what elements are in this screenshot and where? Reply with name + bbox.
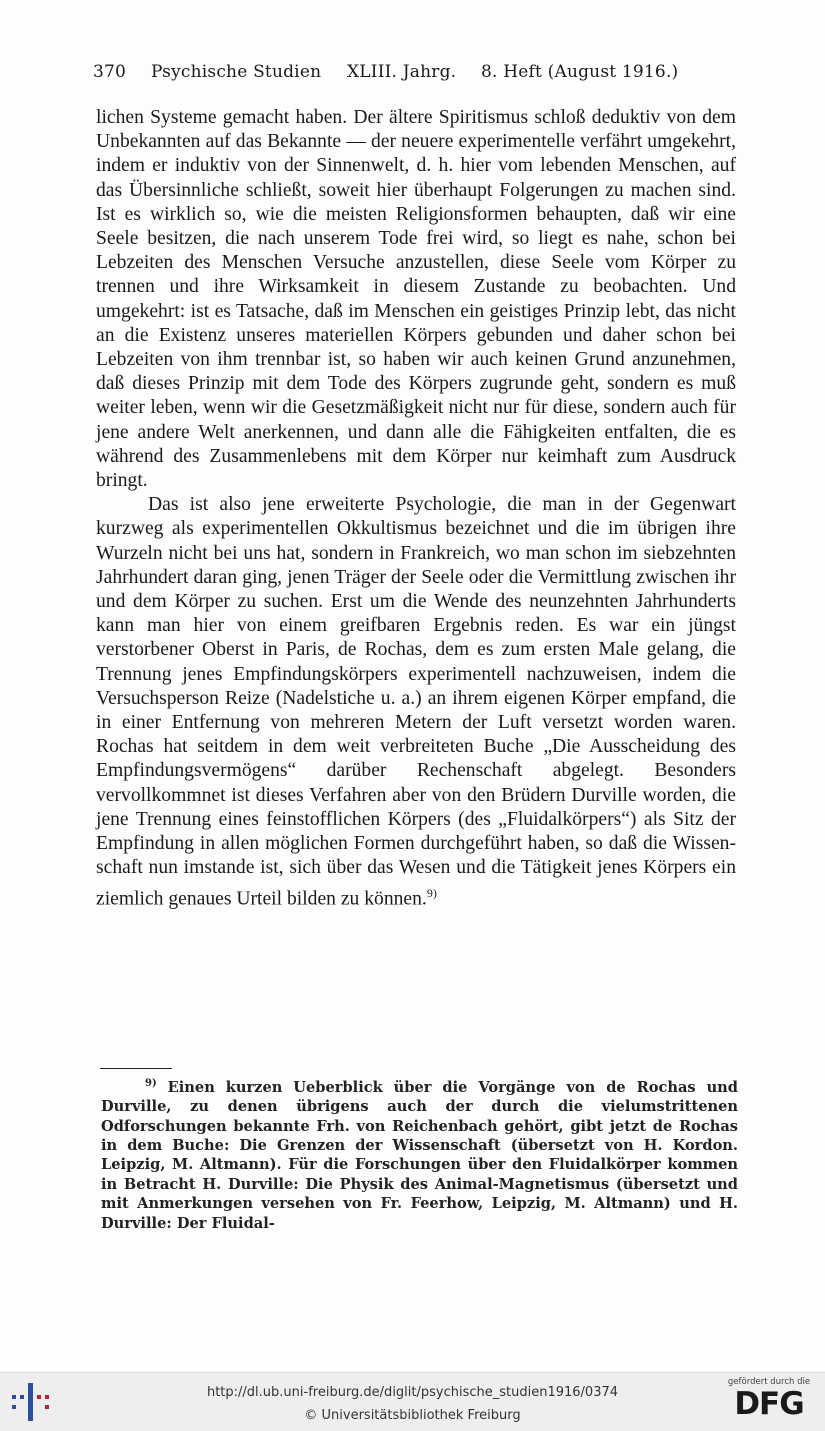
journal-title: Psychische Studien [151, 62, 322, 82]
permalink-url[interactable]: http://dl.ub.uni-freiburg.de/diglit/psychische_studien1916/0374 [206, 1385, 619, 1400]
volume-year: XLIII. Jahrg. [347, 62, 457, 82]
footnote-marker: 9) [145, 1078, 157, 1089]
funder-note: gefördert durch die [727, 1377, 811, 1387]
footnote-reference: 9) [426, 885, 437, 900]
running-head [93, 62, 733, 82]
dfg-logo-icon: DFG [734, 1386, 804, 1422]
issue-info: 8. Heft (August 1916.) [481, 62, 679, 82]
paragraph [96, 493, 736, 911]
footnote-text: Einen kurzen Ueberblick über die Vorgänge von de Rochas und Durville, zu denen übrigens auch der durch die vielumstrittenen Odforschungen bekannte Frh. von Reichenbach gehört, gibt jetzt de Rochas in dem Buche: Die Grenzen der Wissenschaft (übersetzt von H. Kordon. Leipzig, M. Altmann). Für die Forschungen über den Fluidalkörper kommen in Betracht H. Durville: Die Physik des Animal-Magnetismus (übersetzt und mit Anmerkungen versehen von Fr. Feerhow, Leipzig, M. Altmann) und H. Durville: Der Fluidal- [101, 1078, 738, 1232]
article-body [96, 106, 736, 911]
paragraph-text: Das ist also jene erweiterte Psychologie, die man in der Gegenwart kurzweg als experimentellen Okkultismus bezeichnet und die im übrigen ihre Wurzeln nicht bei uns hat, sondern in Frankreich, wo man schon im siebzehnten Jahrhundert daran ging, jenen Träger der Seele oder die Vermittlung zwischen ihr und dem Körper zu suchen. Erst um die Wende des neunzehnten Jahrhunderts kann man hier von einem greifbaren Ergebnis reden. Es war ein jüngst verstorbener Oberst in Paris, de Rochas, dem es zum ersten Male gelang, die Trennung jenes Empfindungskörpers experimentell nachzuweisen, indem die Versuchsperson Reize (Nadelstiche u. a.) an ihrem eigenen Körper empfand, die in einer Entfernung von mehreren Metern der Luft versetzt worden waren. Rochas hat seitdem in dem weit verbreiteten Buche „Die Ausscheidung des Empfindungsvermögens“ darüber Rechenschaft abgelegt. Besonders vervollkommnet ist dieses Verfahren aber von den Brüdern Durville worden, die jene Trennung eines feinstofflichen Körpers (des „Fluidalkörpers“) als Sitz der Empfindung in allen möglichen Formen durchgeführt haben, so daß die Wissenschaft nun imstande ist, sich über das Wesen und die Tätigkeit jenes Körpers ein ziemlich genaues Urteil bilden zu können. [96, 494, 736, 910]
footnote [101, 1074, 738, 1233]
footnote-rule [100, 1068, 172, 1069]
dfg-logo [723, 1377, 815, 1427]
copyright-notice: © Universitätsbibliothek Freiburg [304, 1408, 521, 1423]
viewer-footer [0, 1372, 825, 1431]
paragraph: lichen Systeme gemacht haben. Der ältere Spiritismus schloß deduktiv von dem Unbekannten auf das Bekannte — der neuere experimentelle verfährt umgekehrt, indem er induktiv von der Sinnenwelt, d. h. hier vom lebenden Menschen, auf das Übersinnliche schließt, soweit hier überhaupt Folgerungen zu machen sind. Ist es wirklich so, wie die meisten Religionsformen behaupten, daß wir eine Seele besitzen, die nach unserem Tode frei wird, so liegt es nahe, schon bei Lebzeiten des Menschen Versuche anzustellen, diese Seele vom Körper zu trennen und ihre Wirksamkeit in diesem Zustande zu beobachten. Und umgekehrt: ist es Tatsache, daß im Menschen ein geistiges Prinzip lebt, das nicht an die Existenz unseres materiellen Körpers gebunden und daher schon bei Lebzeiten von ihm trennbar ist, so haben wir auch keinen Grund anzunehmen, daß dieses Prinzip mit dem Tode des Körpers zugrunde geht, sondern es muß weiter leben, wenn wir die Gesetzmäßigkeit nicht nur für diese, sondern auch für jene andere Welt anerkennen, und dann alle die Fähigkeiten entfalten, die es während des Zusammenlebens mit dem Körper nur keimhaft zum Ausdruck bringt. [96, 107, 736, 492]
page-number: 370 [93, 62, 127, 82]
